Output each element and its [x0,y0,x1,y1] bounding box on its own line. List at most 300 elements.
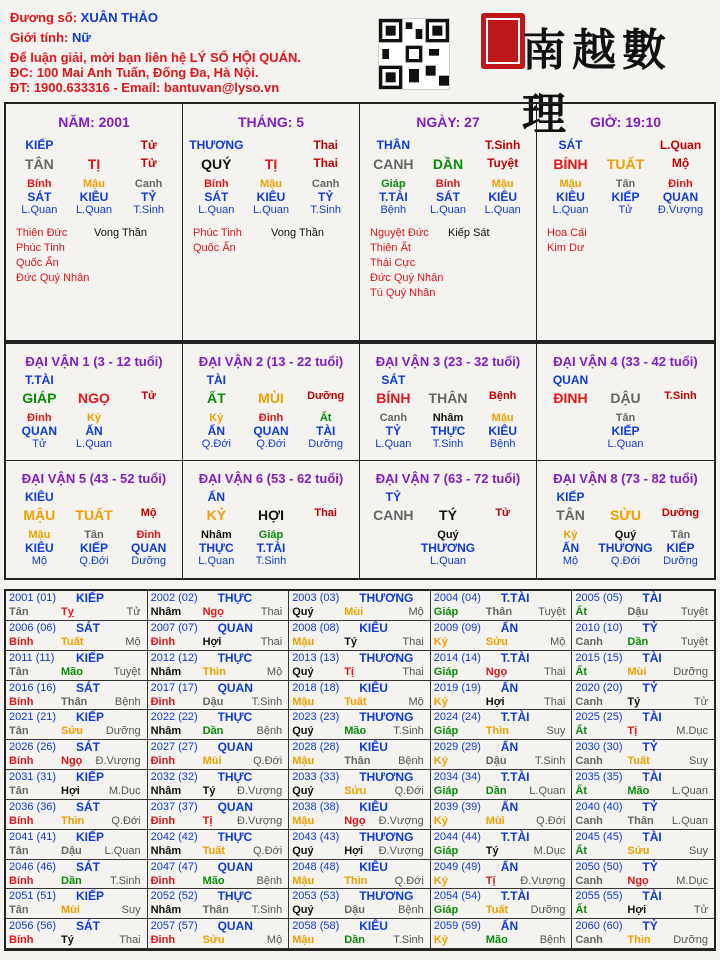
year-stem: Tân [9,725,29,738]
dai-van-top [360,490,536,504]
pillar-ten-god: KIẾP [25,138,54,152]
dai-van-hidden: L.Quan [75,438,113,450]
year-branch: Ngọ [627,874,649,887]
year-stage: Đ.Vượng [95,755,141,768]
pillar-stars [360,226,536,301]
year-cell [148,830,290,860]
year-label: 2048 (48) [292,860,340,873]
year-label: 2023 (23) [292,711,340,724]
dai-van-hidden: THƯƠNG [598,541,653,555]
year-label: 2018 (18) [292,681,340,694]
year-cell [431,830,573,860]
dai-van-spacer [543,412,598,424]
year-stage: T.Sinh [534,755,566,768]
dai-van-ten-god: KIÊU [24,490,54,504]
dai-van-hidden: Nhâm [201,529,232,541]
dai-van-hidden: TÀI [315,424,336,438]
year-stem: Nhâm [150,725,182,738]
year-ten-god: SÁT [76,919,100,934]
star-pair [16,226,182,241]
year-ten-god: TÀI [642,650,662,665]
pillar-stem-branch: BÍNH [553,156,588,172]
year-label: 2012 (12) [150,651,198,664]
pillar-stage-row [183,204,359,216]
year-stem: Quý [292,904,314,917]
dai-van-hidden: T.Sinh [255,555,287,567]
pillar-stars [183,226,359,256]
pillar-stars [6,226,182,286]
year-branch: Tị [485,874,496,887]
good-star: Nguyệt Đức [370,227,429,239]
dai-van-spacer [421,373,476,387]
year-label: 2041 (41) [9,830,57,843]
year-cell [6,800,148,830]
year-cell [289,800,431,830]
star-pair [16,256,182,271]
year-cell [431,710,573,740]
pillar-stage: Tử [618,204,633,216]
year-cell [6,651,148,681]
year-branch: Sửu [627,844,650,857]
year-ten-god: ẤN [500,799,519,814]
year-stage: Thai [260,635,283,648]
year-stage: M.Dục [676,874,708,887]
year-stem: Giáp [433,725,459,738]
year-label: 2053 (53) [292,890,340,903]
year-branch: Tuất [344,695,367,708]
good-star: Quốc Ấn [193,242,236,254]
year-stem: Nhâm [150,844,182,857]
dai-van-hidden: Q.Đới [79,555,109,567]
year-branch: Thìn [627,934,651,947]
dai-van-hidden: THỰC [199,541,234,555]
year-branch: Dậu [61,844,82,857]
year-branch: Ngọ [202,606,224,618]
dai-van-cell [537,461,714,578]
year-ten-god: THỰC [217,770,253,784]
dai-van-ten-god: TÀI [206,373,226,387]
year-ten-god: T.TÀI [500,650,530,665]
dai-van-cell [360,344,537,461]
pillar-stem-branch: TỊ [264,156,278,172]
pillar-stage: T.Sinh [133,204,164,216]
star-pair [547,226,714,241]
dai-van-branch: SỬU [609,507,642,523]
dai-van-title: ĐẠI VẬN 2 (13 - 22 tuổi) [198,354,344,369]
year-ten-god: KIẾP [76,710,105,725]
good-star: Thiên Ất [370,242,411,254]
year-ten-god: QUAN [217,799,253,814]
year-label: 2030 (30) [575,741,623,754]
pillar-cell [183,104,360,340]
seal-icon [478,10,528,72]
pillar-cell [6,104,183,340]
year-branch: Mão [61,665,83,678]
dai-van-branch: NGỌ [78,390,110,406]
year-stem: Giáp [433,904,459,917]
year-ten-god: QUAN [217,740,253,755]
year-stem: Đinh [150,814,176,827]
year-label: 2037 (37) [150,800,198,813]
year-cell [6,830,148,860]
year-branch: Hợi [485,695,505,708]
year-branch: Tuất [627,755,650,768]
dai-van-hidden: QUAN [253,424,289,438]
dai-van-spacer [121,412,176,424]
pillar-ten-god [244,138,299,152]
dai-van-hidden-row [537,555,714,567]
dai-van-hidden: L.Quan [375,438,412,450]
year-stage: Suy [689,844,708,857]
dai-van-hidden-row [183,529,359,541]
year-ten-god: KIÊU [359,919,388,934]
year-cell [572,770,714,800]
year-ten-god: KIÊU [359,859,388,874]
year-cell [431,591,573,621]
dai-van-ten-god: TỶ [385,490,401,504]
year-cell [148,651,290,681]
dai-van-hidden-row [6,541,182,555]
year-cell [431,800,573,830]
year-stage: Thai [543,695,566,708]
year-ten-god: KIÊU [359,620,388,635]
dai-van-stem-branch [537,507,714,523]
dai-van-hidden-row [183,424,359,438]
dai-van-top [537,373,714,387]
year-cell [6,770,148,800]
dai-van-hidden-row [6,438,182,450]
year-stage: Đ.Vượng [520,874,566,887]
pillar-hidden-stem: Mậu [82,178,105,190]
pillar-stage-row [6,204,182,216]
dai-van-cell [537,344,714,461]
dai-van-stage: Tử [495,507,510,519]
year-cell [572,830,714,860]
year-stage: Bệnh [256,725,283,738]
year-branch: Tuất [61,635,84,648]
year-cell [148,919,290,949]
year-branch: Tý [485,844,499,857]
year-stage: Thai [543,665,566,678]
year-ten-god: THƯƠNG [359,889,414,904]
year-stage: Đ.Vượng [378,844,424,857]
dai-van-hidden: Mộ [31,555,47,567]
year-ten-god: TỶ [642,680,658,695]
year-stem: Kỷ [433,934,448,947]
star-pair [370,226,536,241]
year-branch: Thân [202,904,229,917]
year-stem: Canh [575,695,603,708]
year-ten-god: KIẾP [76,889,105,904]
year-stem: Quý [292,844,314,857]
year-stage: Đ.Vượng [378,814,424,827]
pillar-stage: T.Sinh [310,204,341,216]
dai-van-hidden: Canh [379,412,408,424]
year-stage: L.Quan [671,814,708,827]
year-branch: Hợi [344,844,364,857]
year-ten-god: QUAN [217,919,253,934]
dai-van-grid [4,342,716,580]
year-label: 2054 (54) [433,890,481,903]
dai-van-branch: DẬU [610,390,641,406]
dai-van-hidden: Kỷ [563,529,578,541]
dai-van-ten-god: ẤN [207,490,225,504]
dai-van-spacer [366,529,421,541]
pillar-stem-branch: TUẤT [606,156,645,172]
year-stem: Quý [292,785,314,797]
year-stem: Kỷ [433,814,448,827]
year-cell [431,621,573,651]
year-stem: Tân [9,904,29,917]
year-cell [289,919,431,949]
year-branch: Thìn [344,874,368,887]
year-label: 2057 (57) [150,920,198,933]
year-stage: M.Dục [533,844,566,857]
year-cell [148,860,290,890]
pillar-stage: Đ.Vượng [657,204,704,216]
year-cell [148,621,290,651]
dai-van-spacer [298,373,353,387]
dai-van-hidden: Giáp [258,529,284,541]
dai-van-hidden: Kỷ [86,412,102,424]
pillar-ten-god [67,138,122,152]
dai-van-spacer [121,438,176,450]
year-ten-god: THỰC [217,591,253,605]
year-ten-god: TỶ [642,740,658,755]
pillar-hidden-stem: Giáp [381,178,406,190]
year-stage: Thai [402,665,424,678]
year-cell [6,621,148,651]
year-stem: Canh [575,814,603,827]
dai-van-hidden: KIẾP [79,541,108,555]
year-branch: Mão [202,874,225,887]
dai-van-spacer [475,529,530,541]
dai-van-title: ĐẠI VẬN 8 (73 - 82 tuổi) [553,471,698,486]
dai-van-hidden: KIẾP [611,424,640,438]
year-stem: Mậu [292,814,315,827]
year-ten-god: ẤN [500,740,519,755]
year-cell [148,591,290,621]
year-stem: Giáp [433,844,459,857]
dai-van-hidden: QUAN [130,541,167,555]
pillar-hidden-god: KIẾP [611,190,640,204]
year-ten-god: THƯƠNG [359,710,414,725]
pillar-stage: L.Quan [75,204,113,216]
logo-text: 南越數理 [522,25,672,140]
dai-van-hidden: Nhâm [432,412,464,424]
dai-van-stem: MẬU [23,507,56,523]
year-branch: Hợi [61,785,80,797]
year-branch: Mùi [202,755,222,768]
year-cell [289,740,431,770]
year-stage: Tử [693,904,708,917]
good-star: Đức Quý Nhân [370,272,444,284]
pillar-stem-branch: TỊ [87,156,101,172]
dai-van-spacer [298,555,353,567]
year-branch: Thìn [61,814,85,827]
pillar-ten-god: L.Quan [659,138,702,152]
dai-van-ten-god: KIẾP [556,490,585,504]
dai-van-cell [6,344,183,461]
year-stem: Bính [9,814,34,827]
year-label: 2039 (39) [433,800,481,813]
pillar-hidden-stem: Bính [435,178,461,190]
pillar-hidden-god-row [6,190,182,204]
dai-van-hidden: Kỷ [209,412,224,424]
dai-van-spacer [121,490,176,504]
year-label: 2017 (17) [150,681,198,694]
year-cell [431,651,573,681]
dai-van-hidden: Tân [615,412,636,424]
year-label: 2006 (06) [9,621,57,634]
dai-van-stem: CANH [373,507,414,523]
year-label: 2004 (04) [433,592,481,604]
year-branch: Dần [627,635,649,648]
star-pair [370,286,536,301]
year-stage: Bệnh [256,874,283,887]
year-branch: Thìn [202,665,226,678]
star-pair [370,241,536,256]
year-stage: Tuyệt [538,606,566,618]
pillar-ten-god: Tử [140,138,157,152]
year-ten-god: QUAN [217,859,253,874]
year-cell [148,770,290,800]
dai-van-stem: ĐINH [553,390,588,406]
year-stem: Giáp [433,665,459,678]
pillar-hidden-god: SÁT [27,190,52,204]
year-label: 2015 (15) [575,651,623,664]
year-stem: Bính [9,874,34,887]
year-ten-god: THỰC [217,650,253,665]
pillar-ten-god-row [183,138,359,152]
year-stem: Ất [575,844,587,857]
dai-van-hidden: Bệnh [489,438,516,450]
pillar-hidden-stem: Tân [615,178,636,190]
pillar-hidden-stem: Bính [27,178,52,190]
year-branch: Tý [202,785,216,797]
year-branch: Hợi [202,635,222,648]
pillar-stem-branch: TÂN [24,156,54,172]
pillar-hidden-stem: Mậu [559,178,582,190]
year-stage: Dưỡng [530,904,566,917]
good-star: Thái Cực [370,257,416,269]
year-label: 2020 (20) [575,681,623,694]
duong-so: Đương số: XUÂN THẢO [10,10,158,25]
year-stage: Bệnh [114,695,141,708]
year-ten-god: TỶ [642,799,658,814]
dai-van-title: ĐẠI VẬN 7 (63 - 72 tuổi) [375,471,521,486]
pillar-hidden-god-row [183,190,359,204]
year-branch: Mùi [627,665,647,678]
good-star: Phúc Tinh [193,227,242,239]
pillar-ten-god [421,138,476,152]
year-stage: L.Quan [529,785,566,797]
dai-van-hidden: Dưỡng [663,555,698,567]
year-branch: Sửu [61,725,84,738]
dai-van-spacer [475,555,530,567]
bad-star: Vong Thần [271,227,325,239]
pillar-hidden-god: SÁT [435,190,460,204]
pillar-hidden-god: KIÊU [79,190,109,204]
year-stem: Mậu [292,874,315,887]
dai-van-hidden: L.Quan [198,555,235,567]
good-star: Đức Quý Nhân [16,272,90,284]
pillar-ten-god: THƯƠNG [189,138,244,152]
year-stem: Canh [575,635,603,648]
pillar-stem-branch: QUÝ [201,156,232,172]
year-stem: Nhâm [150,665,182,678]
year-ten-god: SÁT [76,740,100,755]
year-branch: Mùi [344,606,364,618]
year-stem: Đinh [150,695,176,708]
pillar-stage: L.Quan [252,204,290,216]
dai-van-stem: KỶ [206,507,227,523]
dai-van-hidden: QUAN [21,424,57,438]
dai-van-ten-god: QUAN [552,373,589,387]
star-pair [16,271,182,286]
year-ten-god: TÀI [642,829,662,844]
dai-van-hidden: ẤN [85,424,103,438]
year-stem: Mậu [292,934,315,947]
year-label: 2035 (35) [575,771,623,783]
year-ten-god: KIÊU [359,740,388,755]
year-stem: Đinh [150,874,176,887]
year-stem: Kỷ [433,695,448,708]
year-label: 2044 (44) [433,830,481,843]
year-ten-god: T.TÀI [500,770,530,784]
pillar-stage: L.Quan [484,204,521,216]
year-cell [289,770,431,800]
year-stage: Bệnh [539,934,566,947]
dai-van-cell [183,461,360,578]
pillar-hidden-stem: Bính [204,178,229,190]
pillar-ten-god: T.Sinh [484,138,521,152]
year-stem: Bính [9,934,34,947]
year-branch: Ngọ [61,755,83,768]
pillar-stars [537,226,714,256]
year-label: 2049 (49) [433,860,481,873]
dai-van-hidden: Mộ [562,555,579,567]
year-stem: Ất [575,606,587,618]
pillar-title: NGÀY: 27 [416,114,480,130]
pillar-hidden-god: KIÊU [556,190,585,204]
dai-van-hidden: ẤN [561,541,580,555]
gioi-tinh: Giới tính: Nữ [10,30,91,45]
year-stem: Kỷ [433,635,448,648]
dai-van-hidden-row [360,424,536,438]
dai-van-cell [6,461,183,578]
dai-van-spacer [366,555,421,567]
year-branch: Sửu [202,934,225,947]
year-cell [572,681,714,711]
pillar-stem-branch-row [183,156,359,172]
year-stage: Mộ [125,635,141,648]
pillar-hidden-god: KIÊU [256,190,286,204]
star-pair [193,226,359,241]
year-label: 2032 (32) [150,771,198,783]
year-ten-god: THỰC [217,829,253,844]
year-ten-god: TỶ [642,919,658,934]
good-star: Thiên Đức [16,227,68,239]
dai-van-top [6,490,182,504]
pillar-stage-row [537,204,714,216]
dai-van-stem-branch [360,507,536,523]
year-ten-god: QUAN [217,620,253,635]
year-stem: Bính [9,635,34,648]
year-ten-god: ẤN [500,680,519,695]
star-pair [547,241,714,256]
year-label: 2059 (59) [433,920,481,933]
